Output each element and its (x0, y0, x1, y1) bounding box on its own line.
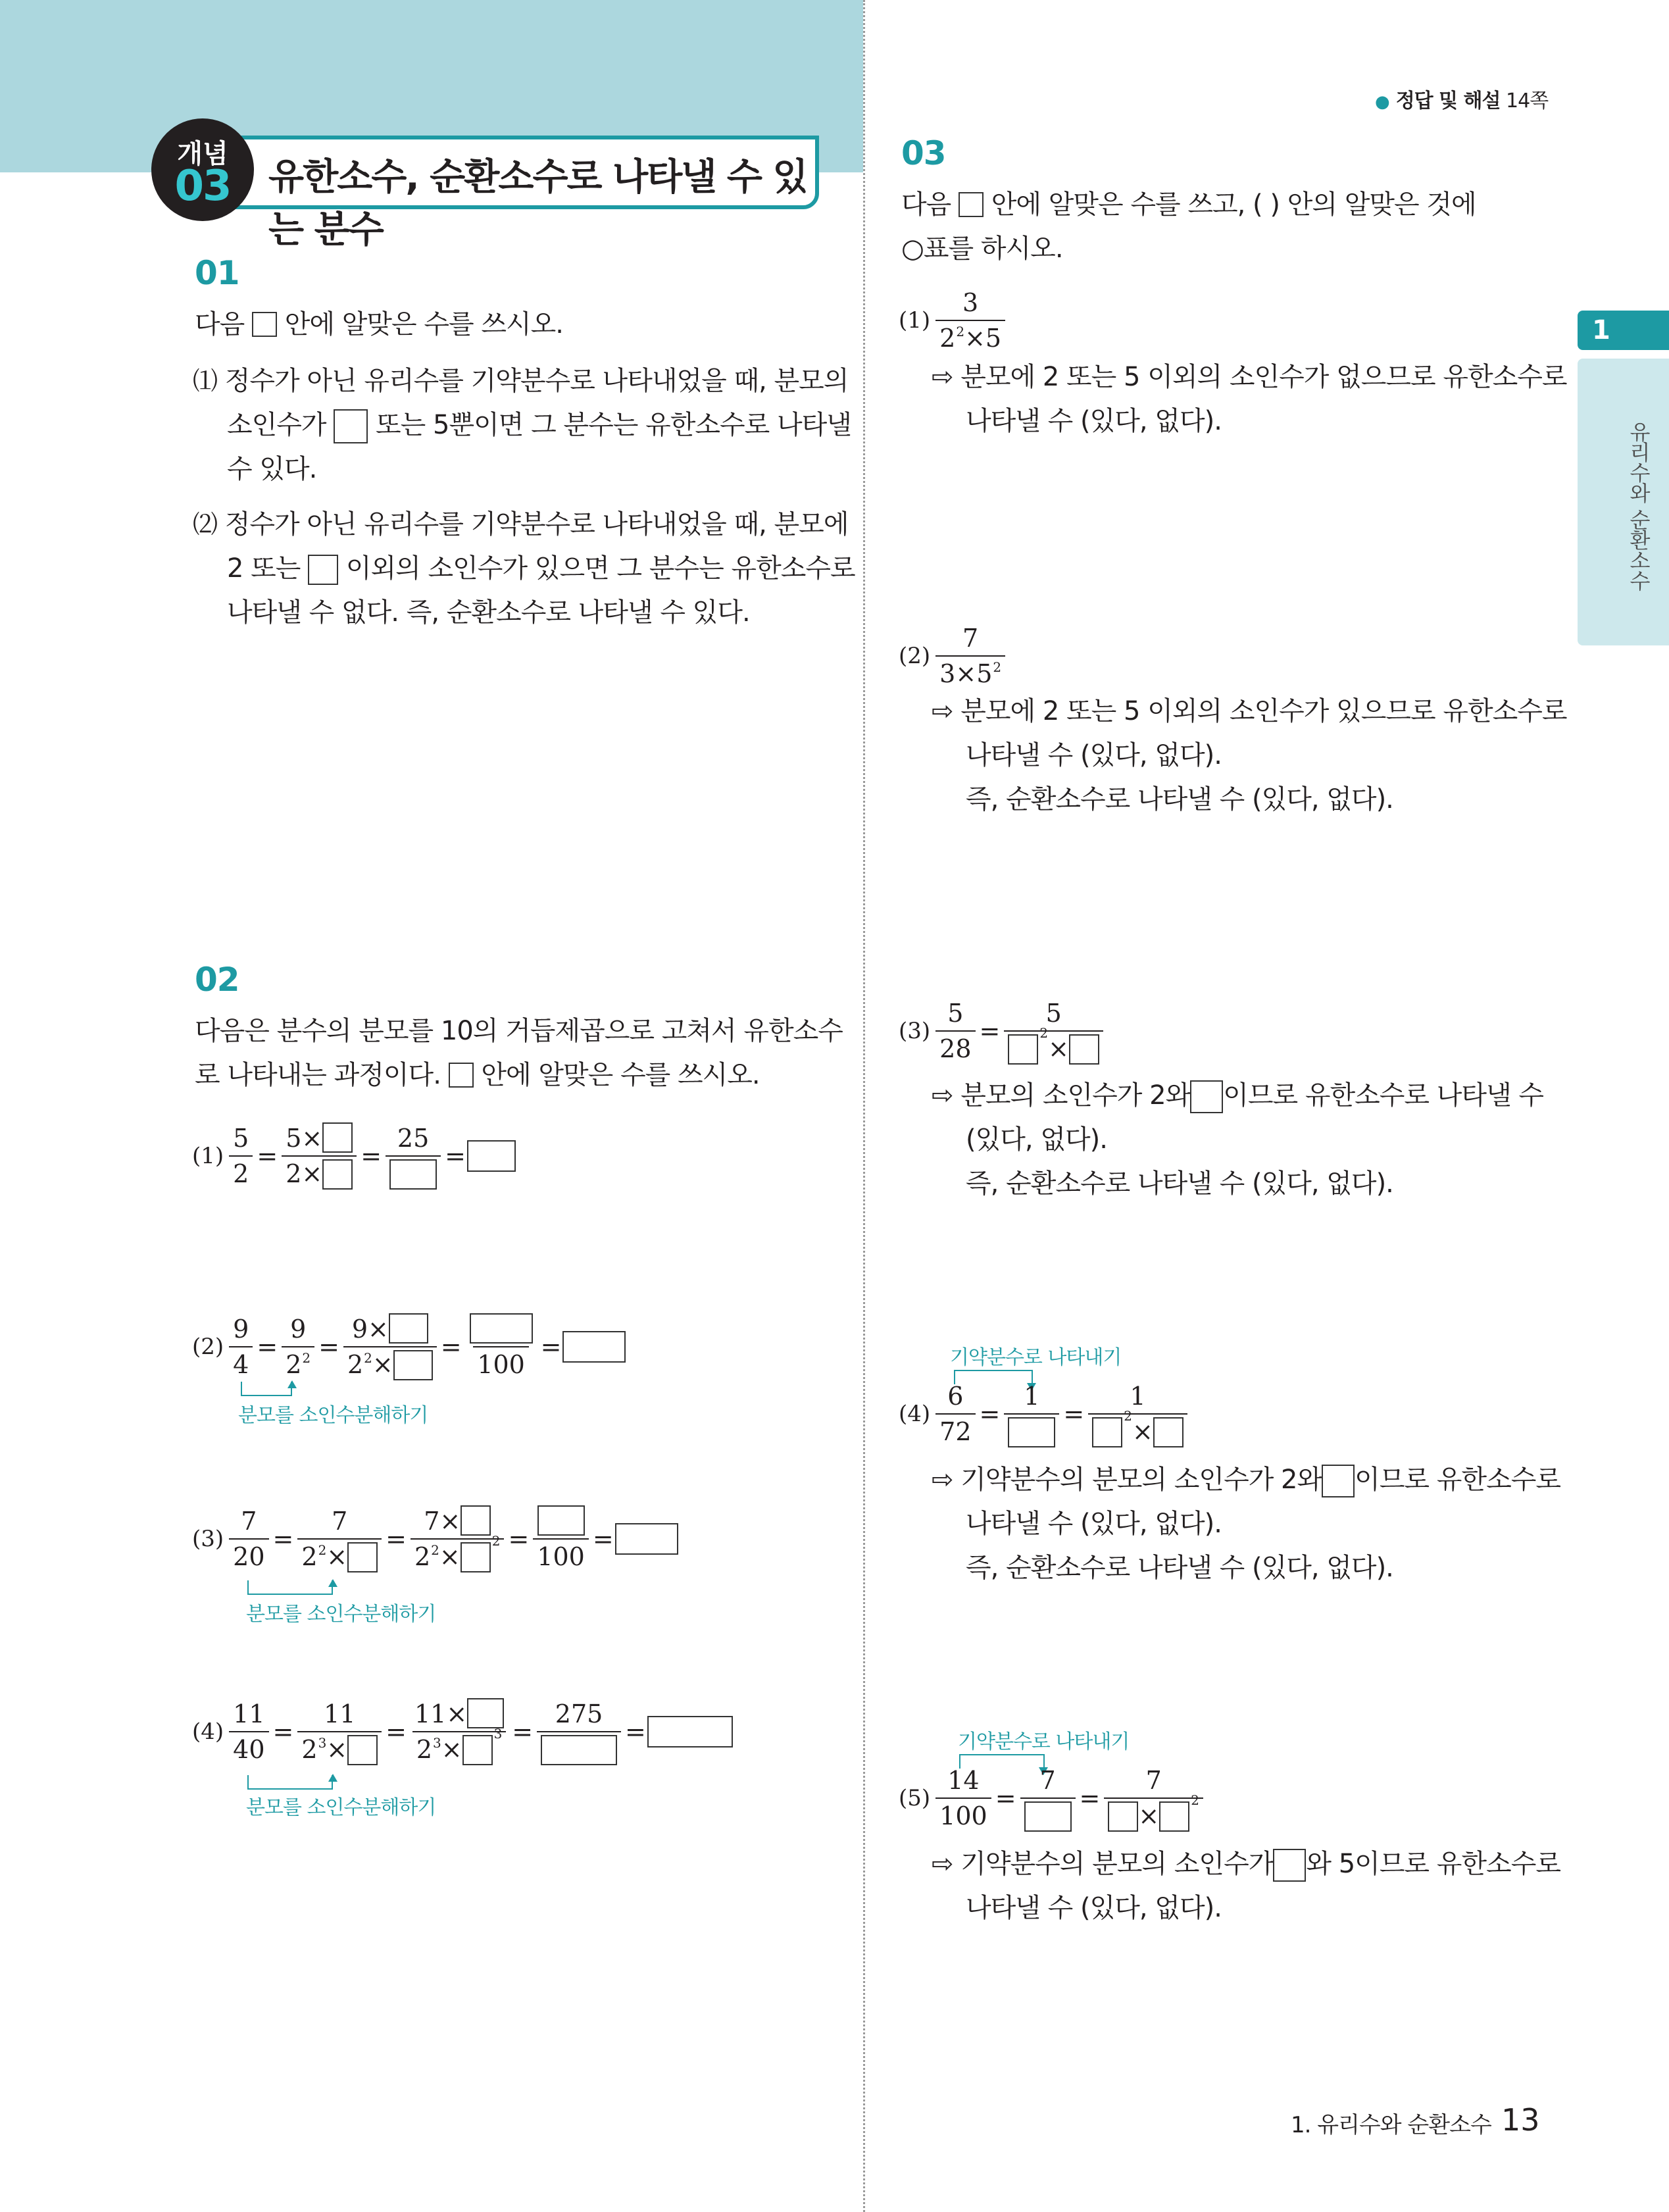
answer-box[interactable] (537, 1505, 585, 1536)
explanation-line: 즉, 순환소수로 나타낼 수 (있다, 없다). (966, 784, 1393, 815)
annotation-bracket (241, 1382, 292, 1396)
answer-box[interactable] (1008, 1034, 1038, 1065)
answer-box[interactable] (647, 1716, 733, 1747)
problem-instruction: 로 나타내는 과정이다. 안에 알맞은 수를 쓰시오. (195, 1060, 760, 1090)
annotation-note: 기약분수로 나타내기 (958, 1730, 1130, 1753)
answer-box[interactable] (615, 1523, 678, 1555)
arrow-right-icon: ⇨ (932, 1465, 953, 1495)
annotation-bracket (247, 1775, 333, 1790)
explanation-line: 즉, 순환소수로 나타낼 수 (있다, 없다). (966, 1169, 1393, 1199)
arrow-right-icon: ⇨ (932, 1849, 953, 1879)
chapter-tab-number: 1 (1578, 311, 1669, 350)
answer-box[interactable] (1273, 1849, 1306, 1882)
annotation-note: 분모를 소인수분해하기 (246, 1603, 436, 1626)
arrow-up-icon (287, 1380, 297, 1388)
answer-box[interactable] (467, 1140, 516, 1172)
answer-reference: ● 정답 및 해설 14쪽 (1375, 89, 1549, 113)
explanation: ⇨ 분모에 2 또는 5 이외의 소인수가 있으므로 유한소수로 (932, 696, 1567, 726)
answer-box[interactable] (470, 1313, 533, 1344)
answer-box[interactable] (1153, 1417, 1183, 1447)
answer-box[interactable] (308, 555, 338, 585)
answer-box[interactable] (1190, 1080, 1223, 1113)
answer-box[interactable] (347, 1542, 378, 1572)
annotation-note: 기약분수로 나타내기 (950, 1346, 1122, 1369)
problem-number: 01 (195, 254, 239, 292)
explanation-line: 즉, 순환소수로 나타낼 수 (있다, 없다). (966, 1553, 1393, 1583)
answer-box[interactable] (1008, 1417, 1055, 1447)
answer-box[interactable] (389, 1313, 428, 1344)
arrow-right-icon: ⇨ (932, 1080, 953, 1111)
answer-box[interactable] (1322, 1465, 1355, 1497)
column-divider (863, 0, 865, 2212)
equation-2-1: (1) $\frac{5}{2}$ = $\frac{5\times}{2\times}$ = 25 = (192, 1119, 516, 1194)
sub-item: ⑴ 정수가 아닌 유리수를 기약분수로 나타내었을 때, 분모의 (193, 366, 849, 396)
concept-label: 개념 (177, 139, 228, 169)
answer-box[interactable] (1092, 1417, 1122, 1447)
annotation-note: 분모를 소인수분해하기 (246, 1796, 436, 1819)
page-number: 13 (1501, 2102, 1540, 2138)
problem-instruction: 다음은 분수의 분모를 10의 거듭제곱으로 고쳐서 유한소수 (195, 1016, 843, 1046)
arrow-right-icon: ⇨ (932, 362, 953, 392)
footer-chapter: 1. 유리수와 순환소수 (1291, 2112, 1491, 2138)
equation-2-4: (4) $\frac{11}{40}$ = 11 2 $^3$ × = 11× 2 $^3$ × 3 = 275 = (192, 1694, 733, 1769)
explanation-line: 나타낼 수 (있다, 없다). (966, 740, 1222, 770)
section-title: 유한소수, 순환소수로 나타낼 수 있는 분수 (268, 156, 807, 251)
arrow-up-icon (328, 1579, 337, 1587)
equation-2-3: (3) $\frac{7}{20}$ = 7 2 $^2$ × = 7× 2 $^2$ × 2 = 100 = (192, 1501, 678, 1576)
annotation-note: 분모를 소인수분해하기 (238, 1404, 428, 1427)
bullet-icon: ● (1375, 92, 1389, 112)
equation-3-5: (5) $\frac{14}{100}$ = 7 = 7 × 2 (899, 1761, 1206, 1836)
explanation-line: 나타낼 수 (있다, 없다). (966, 406, 1222, 436)
arrow-up-icon (328, 1774, 337, 1782)
fraction-3-2: (2) 7 3×5 $^2$ (899, 618, 1008, 693)
annotation-bracket (247, 1580, 333, 1595)
answer-box[interactable] (322, 1159, 353, 1190)
answer-box[interactable] (393, 1350, 433, 1380)
answer-box[interactable] (461, 1505, 491, 1536)
answer-box[interactable] (1108, 1801, 1138, 1832)
concept-banner (151, 118, 822, 251)
sub-item-line: 나타낼 수 없다. 즉, 순환소수로 나타낼 수 있다. (227, 597, 750, 628)
problem-number: 02 (195, 961, 239, 999)
explanation-line: 나타낼 수 (있다, 없다). (966, 1893, 1222, 1923)
answer-box[interactable] (462, 1735, 493, 1765)
explanation-line: (있다, 없다). (966, 1124, 1107, 1155)
problem-instruction: 다음 안에 알맞은 수를 쓰시오. (195, 309, 563, 339)
chapter-tab-label: 유리수와 순환소수 (1626, 421, 1651, 591)
problem-instruction: 다음 안에 알맞은 수를 쓰고, ( ) 안의 알맞은 것에 (901, 189, 1476, 220)
answer-box[interactable] (1024, 1801, 1072, 1832)
blank-box[interactable] (449, 1063, 474, 1088)
blank-box[interactable] (252, 312, 277, 337)
fraction-3-1: (1) 3 2 $^2$ ×5 (899, 283, 1008, 358)
answer-box[interactable] (389, 1159, 437, 1190)
sub-item-line: 2 또는 이외의 소인수가 있으면 그 분수는 유한소수로 (227, 553, 855, 584)
answer-box[interactable] (467, 1698, 504, 1728)
equation-2-2: (2) $\frac{9}{4}$ = 9 2 $^2$ = 9× 2 $^2$ × = 100 = (192, 1309, 626, 1384)
problem-instruction: ○표를 하시오. (901, 234, 1063, 264)
explanation-line: 나타낼 수 (있다, 없다). (966, 1509, 1222, 1539)
sub-item: ⑵ 정수가 아닌 유리수를 기약분수로 나타내었을 때, 분모에 (193, 509, 849, 540)
answer-box[interactable] (347, 1735, 378, 1765)
arrow-right-icon: ⇨ (932, 696, 953, 726)
concept-number: 03 (174, 162, 231, 211)
explanation: ⇨ 기약분수의 분모의 소인수가 2와 이므로 유한소수로 (932, 1458, 1560, 1502)
sub-item-line: 수 있다. (227, 454, 317, 484)
problem-number: 03 (901, 134, 946, 172)
blank-box[interactable] (959, 192, 984, 217)
answer-box[interactable] (1069, 1034, 1099, 1065)
explanation: ⇨ 분모의 소인수가 2와 이므로 유한소수로 나타낼 수 (932, 1074, 1543, 1118)
sub-item-line: 소인수가 또는 5뿐이면 그 분수는 유한소수로 나타낼 (227, 403, 851, 447)
answer-box[interactable] (322, 1122, 353, 1153)
answer-box[interactable] (334, 409, 368, 443)
explanation: ⇨ 기약분수의 분모의 소인수가 와 5이므로 유한소수로 (932, 1842, 1560, 1886)
equation-3-3: (3) $\frac{5}{28}$ = 5 2 × (899, 993, 1106, 1068)
concept-badge (151, 118, 254, 221)
explanation: ⇨ 분모에 2 또는 5 이외의 소인수가 없으므로 유한소수로 (932, 362, 1567, 392)
answer-box[interactable] (1159, 1801, 1189, 1832)
answer-box[interactable] (461, 1542, 491, 1572)
answer-box[interactable] (541, 1735, 617, 1765)
equation-3-4: (4) $\frac{6}{72}$ = 1 = 1 2 × (899, 1376, 1190, 1451)
answer-box[interactable] (562, 1331, 626, 1363)
